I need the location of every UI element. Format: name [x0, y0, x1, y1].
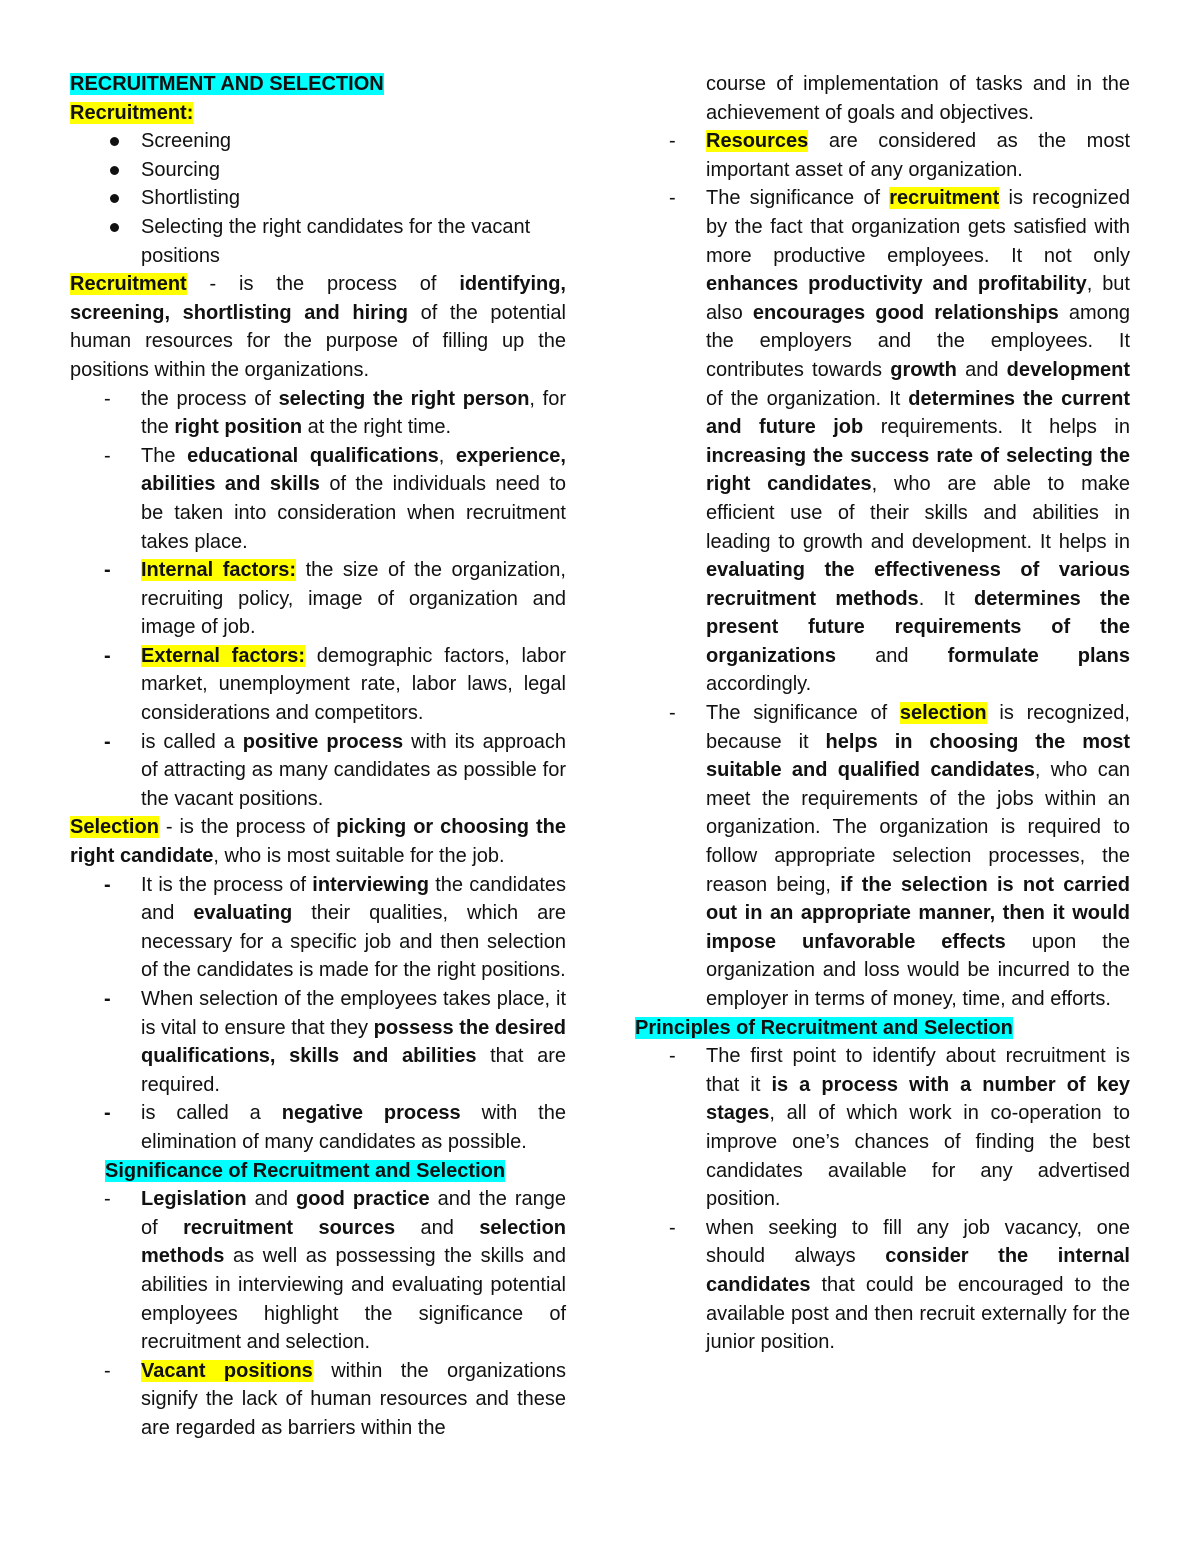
significance-point: - Resources are considered as the most important asset of any organization.	[669, 130, 1130, 181]
recruitment-heading: Recruitment:	[70, 101, 194, 124]
external-factors-point: - External factors: demographic factors, labor market, unemployment rate, labor laws, legal considerations and competitors.	[104, 644, 566, 725]
recruitment-point: - is called a positive process with its approach of attracting as many candidates as possible for the vacant positions.	[104, 730, 567, 810]
bullet-icon	[110, 137, 119, 146]
principles-point: - when seeking to fill any job vacancy, one should always consider the internal candidates that could be encouraged to the available post and then recruit externally for the junior position.	[669, 1216, 1130, 1354]
selection-point: - When selection of the employees takes place, it is vital to ensure that they possess the desired qualifications, skills and abilities that are required.	[104, 988, 566, 1096]
significance-heading: Significance of Recruitment and Selection	[105, 1159, 506, 1182]
document-title: RECRUITMENT AND SELECTION	[70, 73, 384, 95]
recruitment-point: - the process of selecting the right person, for the right position at the right time.	[104, 387, 566, 439]
bullet-icon	[110, 223, 119, 232]
list-item: Screening	[70, 127, 566, 156]
significance-point: - Legislation and good practice and the range of recruitment sources and selection methods as well as possessing the skills and abilities in interviewing and evaluating potential employees highlight the significance of recruitment and selection.	[104, 1188, 567, 1354]
bullet-icon	[110, 194, 119, 203]
left-column	[70, 70, 566, 1443]
selection-point: - It is the process of interviewing the candidates and evaluating their qualities, which are necessary for a specific job and then selection of the candidates is made for the right positions.	[104, 873, 567, 982]
continued-text: course of implementation of tasks and in the achievement of goals and objectives.	[706, 73, 1130, 124]
list-item: Shortlisting	[70, 184, 566, 213]
significance-of-recruitment-point: - The significance of recruitment is recognized by the fact that organization gets satisfied with more productive employees. It not only enhances productivity and profitability, but also encourages good relationships among the employers and the employees. It contributes towards growth and development of the organization. It determines the current and future job requirements. It helps in increasing the success rate of selecting the right candidates, who are able to make efficient use of their skills and abilities in leading to growth and development. It helps in evaluating the effectiveness of various recruitment methods. It determines the present future requirements of the organizations and formulate plans accordingly.	[669, 187, 1131, 696]
recruitment-bullet-list	[70, 127, 566, 270]
selection-definition: Selection - is the process of picking or choosing the right candidate, who is most suitable for the job.	[70, 816, 566, 868]
recruitment-point: - The educational qualifications, experience, abilities and skills of the individuals need to be taken into consideration when recruitment takes place.	[104, 444, 567, 553]
principles-heading: Principles of Recruitment and Selection	[635, 1016, 1013, 1039]
selection-point: - is called a negative process with the elimination of many candidates as possible.	[104, 1102, 566, 1153]
significance-of-selection-point: - The significance of selection is recognized, because it helps in choosing the most suitable and qualified candidates, who can meet the requirements of the jobs within an organization. The organization is required to follow appropriate selection processes, the reason being, if the selection is not carried out in an appropriate manner, then it would impose unfavorable effects upon the organization and loss would be incurred to the employer in terms of money, time, and efforts.	[669, 702, 1130, 1010]
principles-point: - The first point to identify about recruitment is that it is a process with a number of key stages, all of which work in co-operation to improve one’s chances of finding the best candidates available for any advertised position.	[669, 1045, 1130, 1211]
list-item: Sourcing	[70, 156, 566, 185]
list-item: Selecting the right candidates for the vacant positions	[70, 213, 566, 270]
right-column	[635, 70, 1130, 1357]
bullet-icon	[110, 166, 119, 175]
recruitment-definition: Recruitment - is the process of identifying, screening, shortlisting and hiring of the potential human resources for the purpose of filling up the positions within the organizations.	[70, 273, 566, 381]
significance-point: - Vacant positions within the organizations signify the lack of human resources and these are regarded as barriers within the	[104, 1359, 566, 1439]
internal-factors-point: - Internal factors: the size of the organization, recruiting policy, image of organization and image of job.	[104, 559, 566, 639]
